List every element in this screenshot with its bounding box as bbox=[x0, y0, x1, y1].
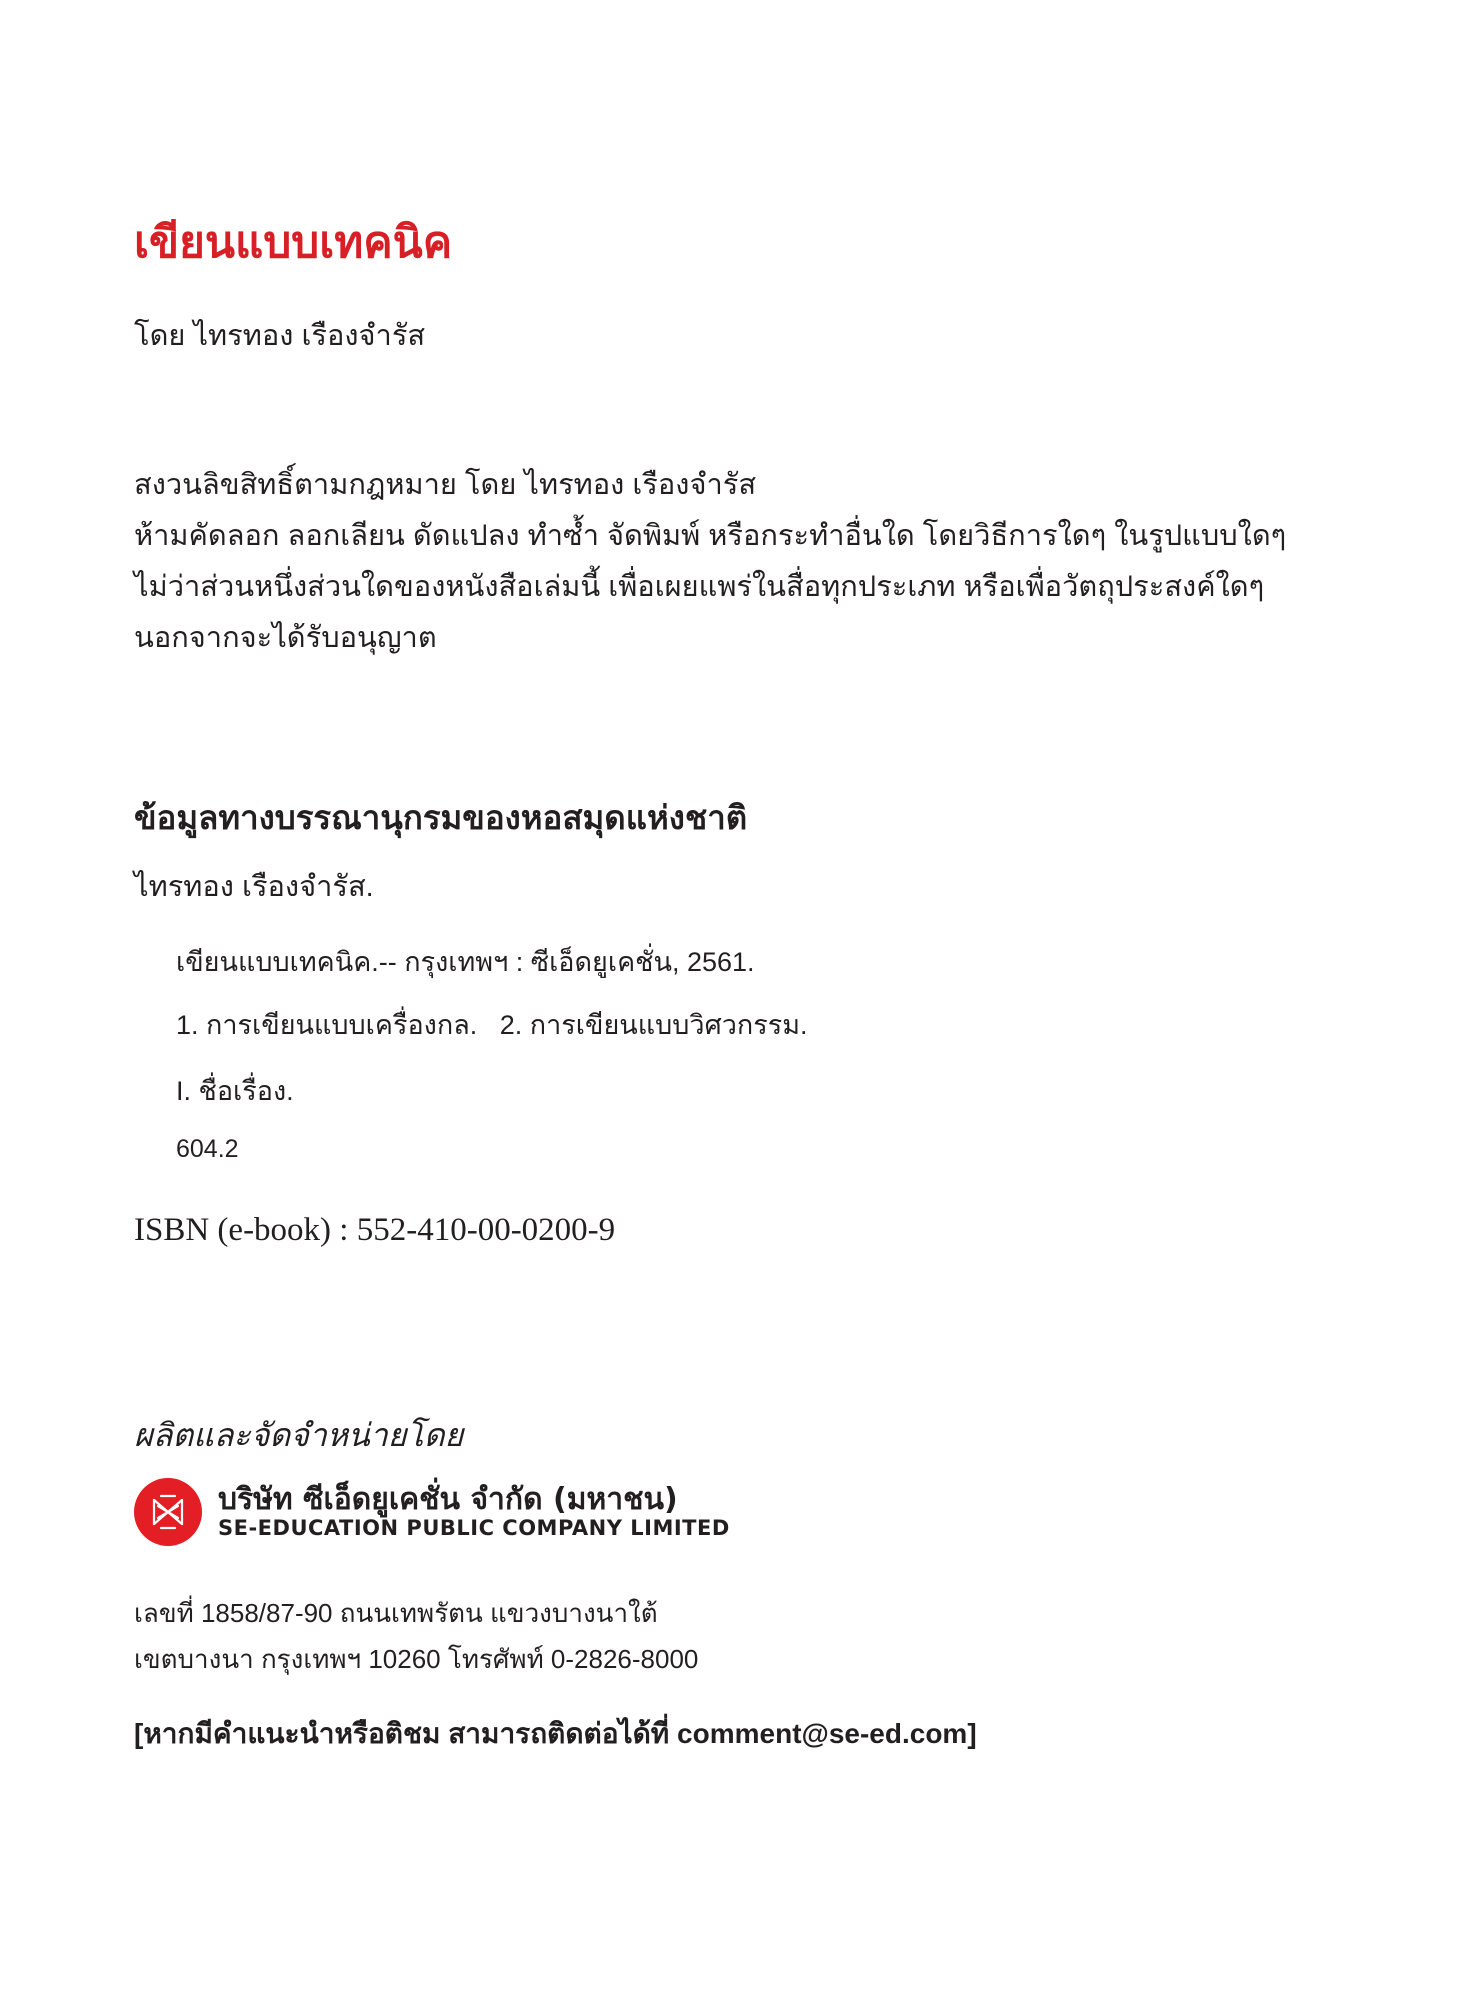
contact-note: [หากมีคำแนะนำหรือติชม สามารถติดต่อได้ที่ comment@se-ed.com] bbox=[134, 1718, 977, 1749]
copyright-line: นอกจากจะได้รับอนุญาต bbox=[134, 622, 437, 654]
copyright-line: สงวนลิขสิทธิ์ตามกฎหมาย โดย ไทรทอง เรืองจำรัส bbox=[134, 469, 757, 501]
cip-title-entry: I. ชื่อเรื่อง. bbox=[176, 1076, 294, 1106]
cip-heading: ข้อมูลทางบรรณานุกรมของหอสมุดแห่งชาติ bbox=[134, 798, 748, 837]
cip-entry: เขียนแบบเทคนิค.-- กรุงเทพฯ : ซีเอ็ดยูเคชั่น, 2561. bbox=[176, 947, 755, 977]
book-title: เขียนแบบเทคนิค bbox=[134, 217, 453, 268]
address-line: เขตบางนา กรุงเทพฯ 10260 โทรศัพท์ 0-2826-8000 bbox=[134, 1644, 699, 1674]
copyright-notice bbox=[134, 460, 1286, 664]
publisher-name-thai: บริษัท ซีเอ็ดยูเคชั่น จำกัด (มหาชน) bbox=[218, 1482, 678, 1517]
published-by-label: ผลิตและจัดจำหน่ายโดย bbox=[134, 1417, 464, 1453]
publisher-address bbox=[134, 1590, 698, 1682]
copyright-line: ไม่ว่าส่วนหนึ่งส่วนใดของหนังสือเล่มนี้ เพื่อเผยแพร่ในสื่อทุกประเภท หรือเพื่อวัตถุประสงค์ใดๆ bbox=[134, 571, 1265, 603]
address-line: เลขที่ 1858/87-90 ถนนเทพรัตน แขวงบางนาใต้ bbox=[134, 1598, 658, 1628]
publisher-name-english: SE-EDUCATION PUBLIC COMPANY LIMITED bbox=[218, 1516, 730, 1540]
cip-author: ไทรทอง เรืองจำรัส. bbox=[134, 871, 374, 903]
se-ed-logo-icon bbox=[134, 1478, 202, 1546]
author-line: โดย ไทรทอง เรืองจำรัส bbox=[134, 320, 426, 352]
isbn: ISBN (e-book) : 552-410-00-0200-9 bbox=[134, 1212, 616, 1248]
cip-subjects: 1. การเขียนแบบเครื่องกล. 2. การเขียนแบบวิศวกรรม. bbox=[176, 1010, 808, 1040]
logo-knot-icon bbox=[134, 1478, 202, 1546]
copyright-line: ห้ามคัดลอก ลอกเลียน ดัดแปลง ทำซ้ำ จัดพิมพ์ หรือกระทำอื่นใด โดยวิธีการใดๆ ในรูปแบบใดๆ bbox=[134, 520, 1287, 552]
cip-classification: 604.2 bbox=[176, 1135, 239, 1163]
